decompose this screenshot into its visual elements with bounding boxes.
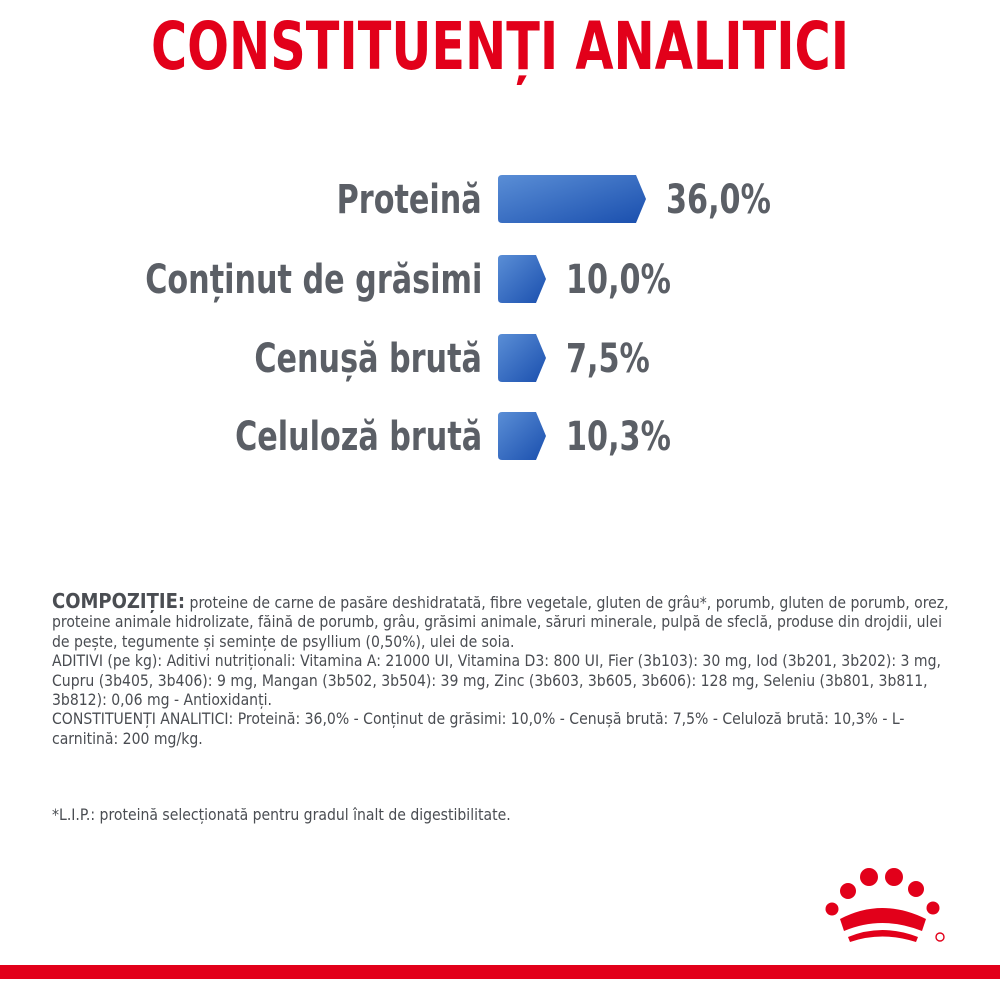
composition-heading: COMPOZIȚIE: (52, 589, 186, 613)
value-bar (498, 412, 546, 460)
composition-constituents: CONSTITUENȚI ANALITICI: Proteină: 36,0% - Conținut de grăsimi: 10,0% - Cenușă brută: 7,5% - Celuloză brută: 10,3% - L-carnitină: 200 mg/kg. (52, 710, 905, 748)
bottom-accent-bar (0, 965, 1000, 979)
chart-row (0, 412, 1000, 462)
bar-arrow-shape (498, 255, 546, 303)
value-label: 10,0% (566, 257, 671, 303)
bar-arrow-shape (498, 334, 546, 382)
composition-ingredients: proteine de carne de pasăre deshidratată, fibre vegetale, gluten de grâu*, porumb, gluten de porumb, orez, proteine animale hidrolizate, făină de porumb, grâu, grăsimi animale, săruri minerale, pulpă de sfeclă, produse din drojdii, ulei de pește, tegumente și semințe de psyllium (0,50%), ulei de soia. (52, 594, 949, 651)
composition-additives: ADITIVI (pe kg): Aditivi nutriționali: Vitamina A: 21000 UI, Vitamina D3: 800 UI, Fier (3b103): 30 mg, Iod (3b201, 3b202): 3 mg, Cupru (3b405, 3b406): 9 mg, Mangan (3b502, 3b504): 39 mg, Zinc (3b603, 3b605, 3b606): 128 mg, Seleniu (3b801, 3b811, 3b812): 0,06 mg - Antioxidanți. (52, 652, 941, 710)
bar-arrow-shape (498, 175, 646, 223)
chart-row (0, 334, 1000, 384)
category-label: Cenușă brută (254, 336, 482, 382)
royal-canin-crown-logo-icon (822, 865, 947, 945)
value-label: 36,0% (666, 177, 771, 223)
composition-section (52, 589, 952, 749)
bar-arrow-shape (498, 412, 546, 460)
page-title: CONSTITUENȚI ANALITICI (150, 8, 850, 85)
value-label: 7,5% (566, 336, 650, 382)
value-bar (498, 175, 646, 223)
chart-row (0, 255, 1000, 305)
value-bar (498, 334, 546, 382)
category-label: Proteină (336, 177, 482, 223)
category-label: Conținut de grăsimi (144, 257, 482, 303)
chart-row (0, 175, 1000, 225)
value-bar (498, 255, 546, 303)
value-label: 10,3% (566, 414, 671, 460)
footnote: *L.I.P.: proteină selecționată pentru gradul înalt de digestibilitate. (52, 806, 511, 824)
category-label: Celuloză brută (234, 414, 482, 460)
composition-paragraph (52, 589, 952, 652)
